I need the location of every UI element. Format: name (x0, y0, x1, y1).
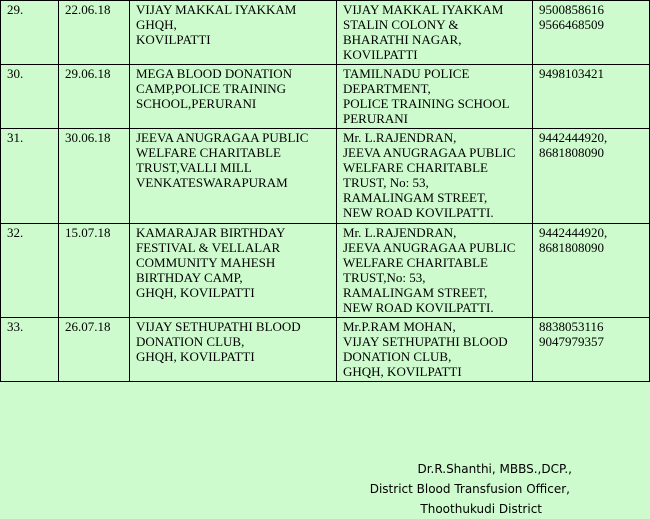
serial-number-cell: 29. (1, 1, 59, 65)
address-cell: VIJAY MAKKAL IYAKKAM STALIN COLONY & BHARATHI NAGAR, KOVILPATTI (337, 1, 533, 65)
date-cell: 30.06.18 (59, 129, 130, 224)
signatory-title: District Blood Transfusion Officer, (369, 482, 570, 496)
organizer-cell: MEGA BLOOD DONATION CAMP,POLICE TRAINING SCHOOL,PERURANI (130, 65, 337, 129)
serial-number-cell: 30. (1, 65, 59, 129)
signatory-name: Dr.R.Shanthi, MBBS.,DCP., (417, 462, 572, 476)
serial-number-cell: 31. (1, 129, 59, 224)
organizer-cell: JEEVA ANUGRAGAA PUBLIC WELFARE CHARITABLE TRUST,VALLI MILL VENKATESWARAPURAM (130, 129, 337, 224)
phone-cell: 8838053116 9047979357 (533, 318, 650, 382)
date-cell: 29.06.18 (59, 65, 130, 129)
address-cell: Mr. L.RAJENDRAN, JEEVA ANUGRAGAA PUBLIC WELFARE CHARITABLE TRUST, No: 53, RAMALINGAM STREET, NEW ROAD KOVILPATTI. (337, 129, 533, 224)
serial-number-cell: 33. (1, 318, 59, 382)
date-cell: 26.07.18 (59, 318, 130, 382)
phone-cell: 9442444920, 8681808090 (533, 129, 650, 224)
address-cell: TAMILNADU POLICE DEPARTMENT, POLICE TRAINING SCHOOL PERURANI (337, 65, 533, 129)
signature-block (370, 459, 572, 519)
phone-cell: 9498103421 (533, 65, 650, 129)
organizer-cell: KAMARAJAR BIRTHDAY FESTIVAL & VELLALAR COMMUNITY MAHESH BIRTHDAY CAMP, GHQH, KOVILPATTI (130, 224, 337, 318)
date-cell: 22.06.18 (59, 1, 130, 65)
signatory-district: Thoothukudi District (420, 502, 542, 516)
organizer-cell: VIJAY MAKKAL IYAKKAM GHQH, KOVILPATTI (130, 1, 337, 65)
camps-table-body (1, 1, 650, 382)
table-row (1, 318, 650, 382)
phone-cell: 9442444920, 8681808090 (533, 224, 650, 318)
address-cell: Mr. L.RAJENDRAN, JEEVA ANUGRAGAA PUBLIC WELFARE CHARITABLE TRUST,No: 53, RAMALINGAM STREET, NEW ROAD KOVILPATTI. (337, 224, 533, 318)
organizer-cell: VIJAY SETHUPATHI BLOOD DONATION CLUB, GHQH, KOVILPATTI (130, 318, 337, 382)
table-row (1, 65, 650, 129)
date-cell: 15.07.18 (59, 224, 130, 318)
serial-number-cell: 32. (1, 224, 59, 318)
table-row (1, 224, 650, 318)
table-row (1, 1, 650, 65)
table-row (1, 129, 650, 224)
address-cell: Mr.P.RAM MOHAN, VIJAY SETHUPATHI BLOOD DONATION CLUB, GHQH, KOVILPATTI (337, 318, 533, 382)
phone-cell: 9500858616 9566468509 (533, 1, 650, 65)
